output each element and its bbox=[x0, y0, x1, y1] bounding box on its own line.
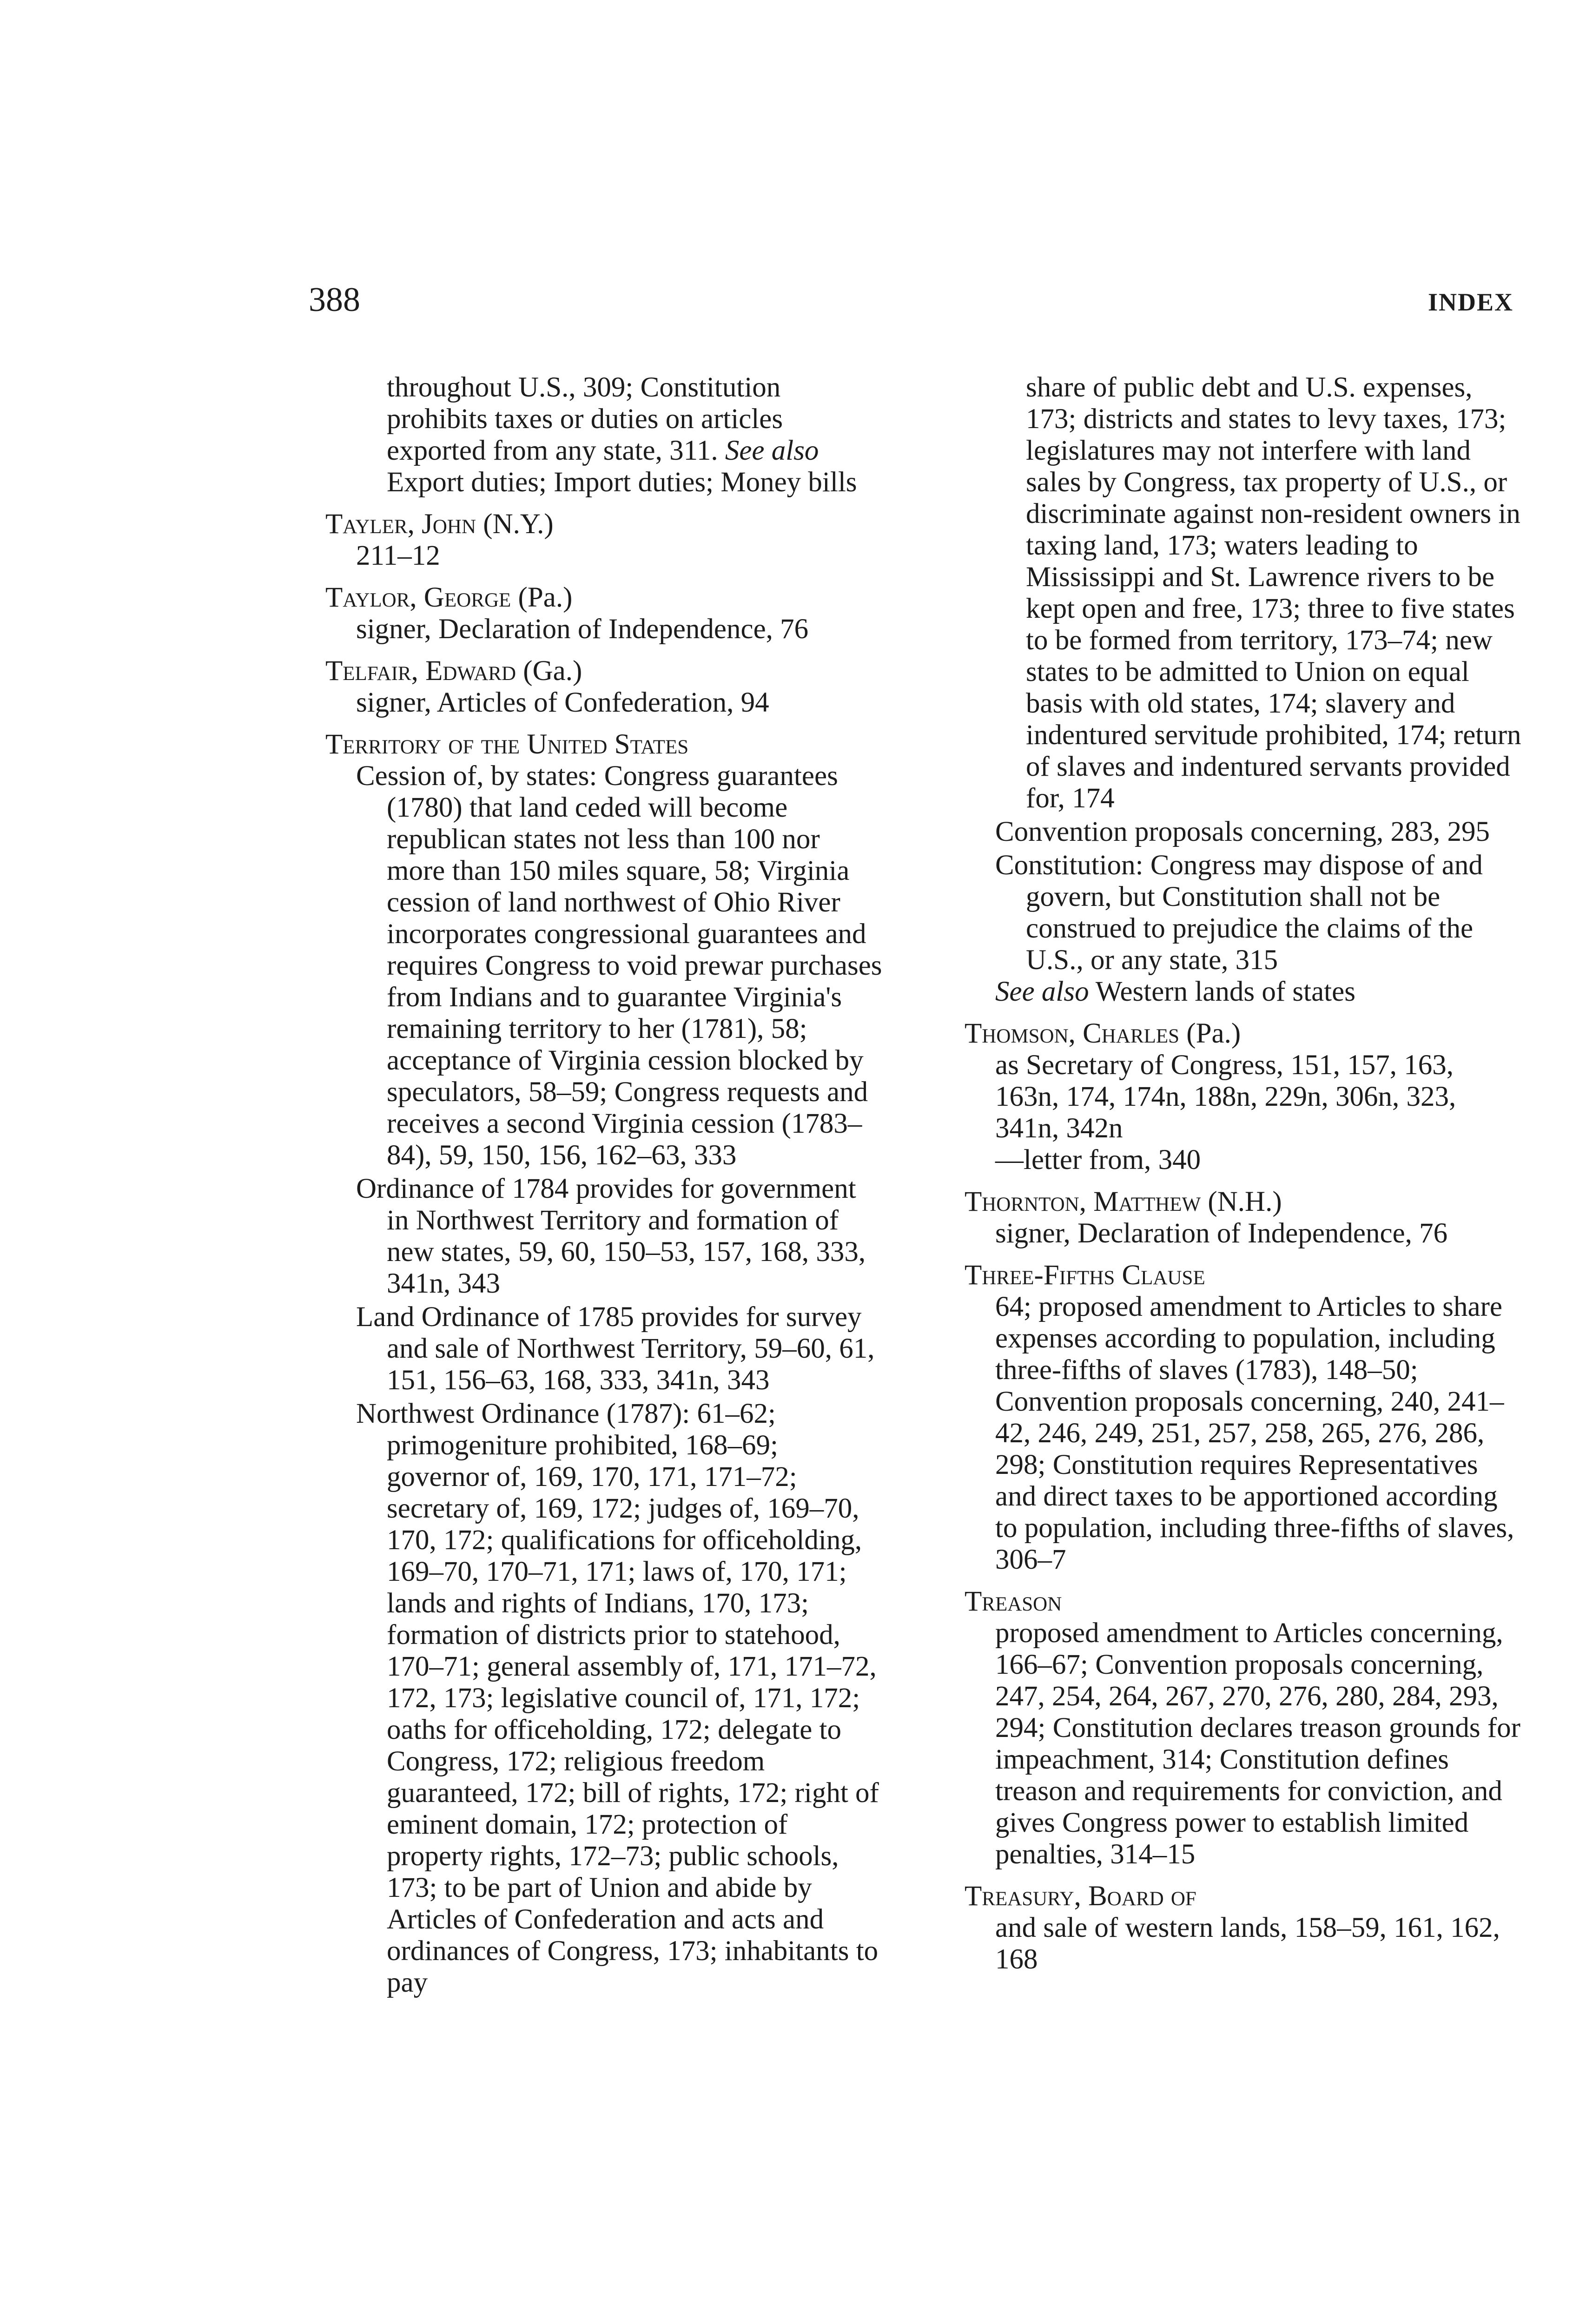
index-entry-tayler bbox=[325, 508, 883, 572]
entry-heading: Treason bbox=[965, 1586, 1062, 1617]
index-entry-treasury bbox=[965, 1881, 1522, 1975]
entry-letter: —letter from, 340 bbox=[995, 1144, 1201, 1175]
entry-refs: signer, Declaration of Independence, 76 bbox=[995, 1218, 1448, 1249]
page-header bbox=[309, 279, 1513, 321]
subentry-northwest-ordinance: Northwest Ordinance (1787): 61–62; primogeniture prohibited, 168–69; governor of, 169, 170, 171, 171–72; secretary of, 169, 172; judges of, 169–70, 170, 172; qualifications for officeholding, 169–70, 170–71, 171; laws of, 170, 171; lands and rights of Indians, 170, 173; formation of districts prior to statehood, 170–71; general assembly of, 171, 171–72, 172, 173; legislative council of, 171, 172; oaths for officeholding, 172; delegate to Congress, 172; religious freedom guaranteed, 172; bill of rights, 172; right of eminent domain, 172; protection of property rights, 172–73; public schools, 173; to be part of Union and abide by Articles of Confederation and acts and ordinances of Congress, 173; inhabitants to pay bbox=[356, 1398, 879, 1998]
entry-state: (Pa.) bbox=[518, 582, 573, 613]
index-entry-territory bbox=[325, 729, 883, 1999]
subentry-convention: Convention proposals concerning, 283, 295 bbox=[995, 816, 1490, 847]
entry-state: (Ga.) bbox=[523, 655, 582, 687]
right-column bbox=[965, 372, 1522, 1975]
entry-refs: proposed amendment to Articles concerning, 166–67; Convention proposals concerning, 247, 254, 264, 267, 270, 276, 280, 284, 293, 294; Constitution declares treason grounds for impeachment, 314; Constitution defines treason and requirements for conviction, and gives Congress power to establish limited penalties, 314–15 bbox=[995, 1618, 1520, 1870]
left-column bbox=[325, 372, 883, 1999]
entry-state: (Pa.) bbox=[1186, 1018, 1241, 1049]
see-also-target: Western lands of states bbox=[1095, 976, 1355, 1007]
index-entry-treason bbox=[965, 1586, 1522, 1870]
see-also-targets: Export duties; Import duties; Money bills bbox=[387, 467, 857, 498]
entry-heading: Treasury, Board of bbox=[965, 1881, 1196, 1912]
entry-heading: Telfair, Edward bbox=[325, 655, 516, 687]
index-entry-telfair bbox=[325, 655, 883, 719]
see-also-label: See also bbox=[995, 976, 1089, 1007]
entry-heading: Territory of the United States bbox=[325, 729, 689, 760]
entry-refs: signer, Articles of Confederation, 94 bbox=[356, 687, 769, 718]
entry-refs: 64; proposed amendment to Articles to share expenses according to population, including three-fifths of slaves (1783), 148–50; Convention proposals concerning, 240, 241–42, 246, 249, 251, 257, 258, 265, 276, 286, 298; Constitution requires Representatives and direct taxes to be apportioned according to population, including three-fifths of slaves, 306–7 bbox=[995, 1291, 1514, 1575]
subentry-cession: Cession of, by states: Congress guarantees (1780) that land ceded will become republican states not less than 100 nor more than 150 miles square, 58; Virginia cession of land northwest of Ohio River incorporates congressional guarantees and requires Congress to void prewar purchases from Indians and to guarantee Virginia's remaining territory to her (1781), 58; acceptance of Virginia cession blocked by speculators, 58–59; Congress requests and receives a second Virginia cession (1783–84), 59, 150, 156, 162–63, 333 bbox=[356, 760, 882, 1171]
entry-heading: Tayler, John bbox=[325, 508, 476, 540]
continued-text: throughout U.S., 309; Constitution prohibits taxes or duties on articles exported from any state, 311. bbox=[387, 372, 783, 466]
index-entry-thomson bbox=[965, 1018, 1522, 1176]
entry-state: (N.Y.) bbox=[483, 508, 554, 540]
subentry-constitution: Constitution: Congress may dispose of and govern, but Constitution shall not be construed to prejudice the claims of the U.S., or any state, 315 bbox=[995, 850, 1483, 976]
page-number: 388 bbox=[309, 281, 360, 319]
entry-refs: as Secretary of Congress, 151, 157, 163, 163n, 174, 174n, 188n, 229n, 306n, 323, 341n, 342n bbox=[995, 1050, 1456, 1144]
entry-continuation: share of public debt and U.S. expenses, 173; districts and states to levy taxes, 173; legislatures may not interfere with land sales by Congress, tax property of U.S., or discriminate against non-resident owners in taxing land, 173; waters leading to Mississippi and St. Lawrence rivers to be kept open and free, 173; three to five states to be formed from territory, 173–74; new states to be admitted to Union on equal basis with old states, 174; slavery and indentured servitude prohibited, 174; return of slaves and indentured servants provided for, 174 bbox=[1026, 372, 1521, 814]
index-entry-thornton bbox=[965, 1186, 1522, 1249]
running-head: INDEX bbox=[1427, 288, 1513, 316]
entry-continuation bbox=[325, 372, 883, 498]
subentry-land-ordinance: Land Ordinance of 1785 provides for survey and sale of Northwest Territory, 59–60, 61, 151, 156–63, 168, 333, 341n, 343 bbox=[356, 1301, 875, 1396]
see-also bbox=[965, 976, 1522, 1008]
see-also-label: See also bbox=[725, 435, 819, 466]
entry-heading: Thomson, Charles bbox=[965, 1018, 1180, 1049]
entry-refs: 211–12 bbox=[356, 540, 440, 571]
entry-refs: signer, Declaration of Independence, 76 bbox=[356, 614, 809, 645]
entry-state: (N.H.) bbox=[1208, 1186, 1282, 1217]
subentry-ordinance-1784: Ordinance of 1784 provides for government in Northwest Territory and formation of new states, 59, 60, 150–53, 157, 168, 333, 341n, 343 bbox=[356, 1173, 866, 1299]
entry-heading: Three-Fifths Clause bbox=[965, 1260, 1205, 1291]
entry-heading: Taylor, George bbox=[325, 582, 511, 613]
index-entry-taylor bbox=[325, 582, 883, 645]
entry-refs: and sale of western lands, 158–59, 161, 162, 168 bbox=[995, 1912, 1500, 1975]
entry-heading: Thornton, Matthew bbox=[965, 1186, 1201, 1217]
index-entry-three-fifths bbox=[965, 1260, 1522, 1576]
